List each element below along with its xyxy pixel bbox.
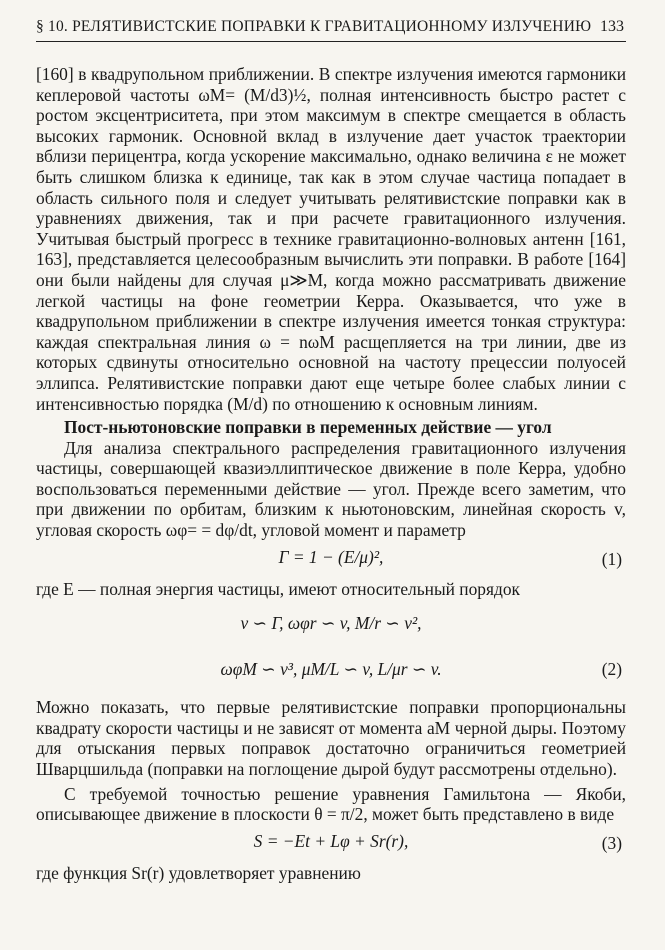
equation-3 bbox=[36, 831, 626, 857]
equation-2b-body: ωφM ∽ v³, μM/L ∽ v, L/μr ∽ v. bbox=[220, 659, 442, 680]
paragraph-6: где функция Sr(r) удовлетворяет уравнению bbox=[36, 862, 361, 883]
page bbox=[36, 18, 626, 883]
equation-1-number: (1) bbox=[601, 548, 622, 569]
equation-2-number: (2) bbox=[601, 659, 622, 680]
equation-1-body: Γ = 1 − (E/μ)², bbox=[278, 546, 384, 567]
running-title: § 10. РЕЛЯТИВИСТСКИЕ ПОПРАВКИ К ГРАВИТАЦИОННОМУ ИЗЛУЧЕНИЮ bbox=[36, 18, 592, 35]
equation-2a bbox=[36, 605, 626, 645]
paragraph-3: где E — полная энергия частицы, имеют относительный порядок bbox=[36, 578, 520, 599]
paragraph-2: Для анализа спектрального распределения гравитационного излучения частицы, совершающей квазиэллиптическое движение в поле Керра, удобно воспользоваться переменными действие — угол. Прежде всего заметим, что при движении по орбитам, близким к ньютоновским, линейная скорость v, угловая скорость ωφ= = dφ/dt, угловой момент и параметр bbox=[36, 437, 626, 541]
equation-2a-body: v ∽ Γ, ωφr ∽ v, M/r ∽ v², bbox=[240, 613, 422, 634]
page-number: 133 bbox=[600, 18, 624, 35]
running-header bbox=[36, 18, 626, 42]
equation-2b bbox=[36, 651, 626, 691]
body-text bbox=[36, 64, 626, 883]
section-subheading: Пост-ньютоновские поправки в переменных действие — угол bbox=[64, 417, 552, 438]
paragraph-1: [160] в квадрупольном приближении. В спектре излучения имеются гармоники кеплеровой частоты ωM= (M/d3)½, полная интенсивность быстро растет с ростом эксцентриситета, при этом максимум в спектре смещается в область высоких гармоник. Основной вклад в излучение дает участок траектории вблизи перицентра, когда ускорение максимально, однако величина ε не может быть слишком близка к единице, так как в этом случае частица попадает в область сильного поля и следует учитывать релятивистские поправки как в уравнениях движения, так и при расчете гравитационного излучения. Учитывая быстрый прогресс в технике гравитационно-волновых антенн [161, 163], представляется целесообразным вычислить эти поправки. В работе [164] они были найдены для случая μ≫M, когда можно рассматривать движение легкой частицы на фоне геометрии Керра. Оказывается, что уже в квадрупольном приближении в спектре излучения имеется тонкая структура: каждая спектральная линия ω = nωM расщепляется на три линии, две из которых сдвинуты относительно основной на частоту прецессии полуосей эллипса. Релятивистские поправки дают еще четыре более слабых линии с интенсивностью порядка (M/d) по отношению к основным линиям. bbox=[36, 64, 626, 414]
equation-1 bbox=[36, 547, 626, 573]
equation-3-number: (3) bbox=[601, 832, 622, 853]
paragraph-4: Можно показать, что первые релятивистские поправки пропорциональны квадрату скорости частицы и не зависят от момента aM черной дыры. Поэтому для отыскания первых поправок достаточно ограничиться геометрией Шварцшильда (поправки на поглощение дырой будут рассмотрены отдельно). bbox=[36, 697, 626, 780]
paragraph-5: С требуемой точностью решение уравнения Гамильтона — Якоби, описывающее движение в плоскости θ = π/2, может быть представлено в виде bbox=[36, 783, 626, 825]
equation-3-body: S = −Et + Lφ + Sr(r), bbox=[253, 830, 409, 851]
